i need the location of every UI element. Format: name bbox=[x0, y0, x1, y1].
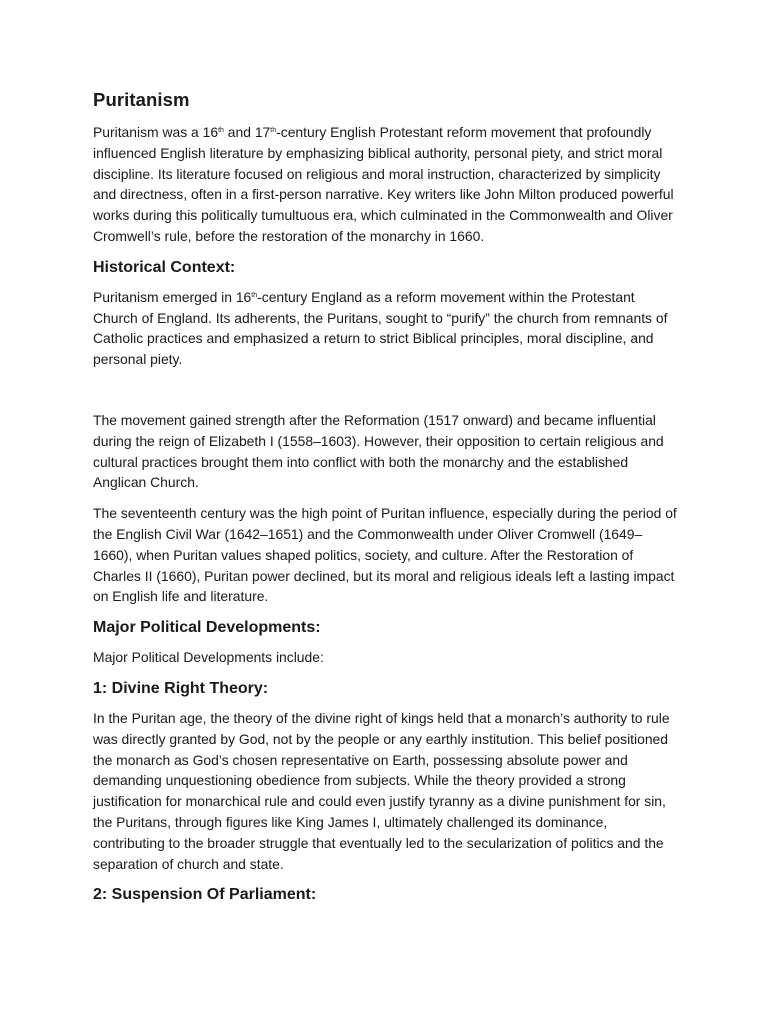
political-developments-intro: Major Political Developments include: bbox=[93, 649, 324, 666]
historical-p1-text-a: Puritanism emerged in 16 bbox=[93, 288, 252, 305]
historical-p1-text-b: -century England as a reform movement within the Protestant Church of England. Its adherents, the Puritans, sought to “purify” the church from remnants of Catholic practices and emphasized a return to strict Biblical principles, moral discipline, and personal piety. bbox=[93, 288, 668, 368]
historical-p1-superscript: th bbox=[251, 291, 258, 299]
historical-paragraph-1 bbox=[93, 287, 678, 370]
political-developments-heading: Major Political Developments: bbox=[93, 619, 321, 637]
intro-text-a: Puritanism was a 16 bbox=[93, 124, 219, 140]
divine-right-heading: 1: Divine Right Theory: bbox=[93, 679, 269, 697]
historical-paragraph-3: The seventeenth century was the high point of Puritan influence, especially during the period of the English Civil War (1642–1651) and the Commonwealth under Oliver Cromwell (1649–1660), when Puritan values shaped politics, society, and culture. After the Restoration of Charles II (1660), Puritan power declined, but its moral and religious ideals left a lasting impact on English life and literature. bbox=[93, 505, 677, 605]
intro-superscript-1: th bbox=[218, 127, 224, 134]
historical-paragraph-2: The movement gained strength after the Reformation (1517 onward) and became influential during the reign of Elizabeth I (1558–1603). However, their opposition to certain religious and cultural practices brought them into conflict with both the monarchy and the established Anglican Church. bbox=[93, 411, 664, 491]
document-title: Puritanism bbox=[93, 89, 190, 110]
intro-text-b: and 17 bbox=[223, 124, 271, 140]
intro-superscript-2: th bbox=[270, 127, 277, 134]
intro-paragraph bbox=[93, 122, 678, 247]
historical-context-heading: Historical Context: bbox=[93, 258, 236, 276]
paragraph-gap bbox=[93, 380, 678, 410]
intro-text-c: -century English Protestant reform movement that profoundly influenced English literature by emphasizing biblical authority, personal piety, and strict moral discipline. Its literature focused on religious and moral instruction, characterized by simplicity and directness, often in a first-person narrative. Key writers like John Milton produced powerful works during this politically tumultuous era, which culminated in the Commonwealth and Oliver Cromwell’s rule, before the restoration of the monarchy in 1660. bbox=[93, 124, 674, 244]
suspension-heading: 2: Suspension Of Parliament: bbox=[93, 886, 317, 904]
divine-right-paragraph: In the Puritan age, the theory of the divine right of kings held that a monarch’s authority to rule was directly granted by God, not by the people or any earthly institution. This belief positioned the monarch as God’s chosen representative on Earth, possessing absolute power and demanding unquestioning obedience from subjects. While the theory provided a strong justification for monarchical rule and could even justify tyranny as a divine punishment for sin, the Puritans, through figures like King James I, ultimately challenged its dominance, contributing to the broader struggle that eventually led to the secularization of politics and the separation of church and state. bbox=[93, 709, 670, 872]
document-body bbox=[93, 88, 678, 914]
